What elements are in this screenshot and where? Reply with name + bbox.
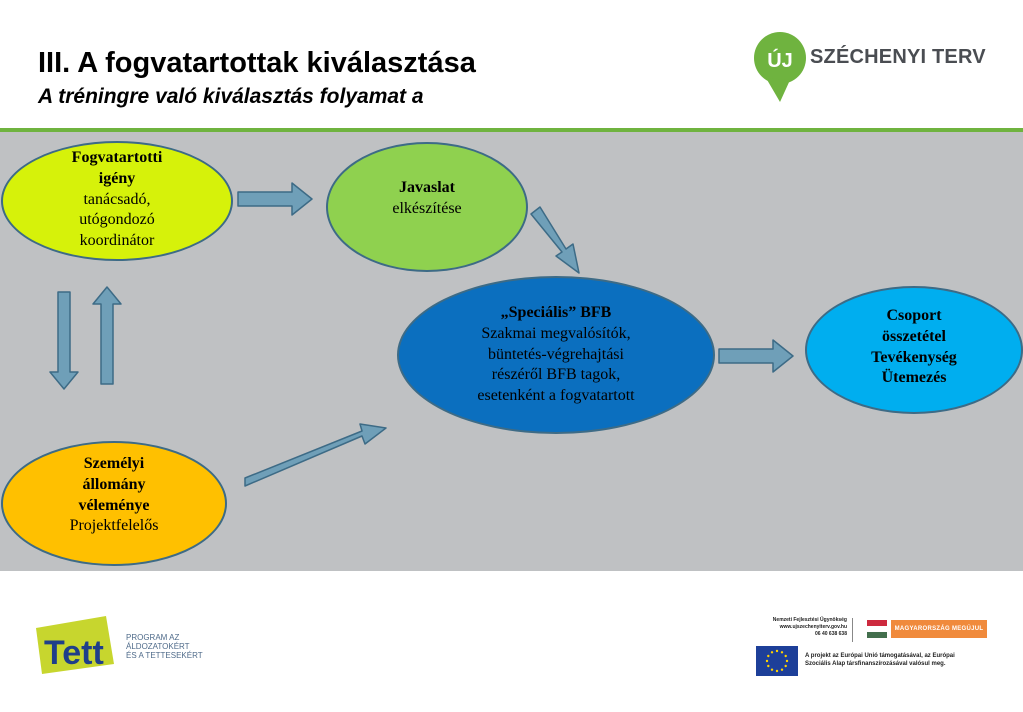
arrow-javaslat-to-bfb	[531, 207, 579, 273]
eu-line: A projekt az Európai Unió támogatásával, az Európai	[805, 653, 955, 659]
arrow-szemelyi-to-igeny	[93, 287, 121, 384]
node-line: esetenként a fogvatartott	[477, 387, 635, 405]
arrow-bfb-to-csoport	[719, 340, 793, 372]
agency-line: 06 40 638 638	[815, 631, 847, 637]
node-line: Javaslat	[399, 179, 455, 196]
node-line: Projektfelelős	[69, 517, 159, 535]
eu-support-text	[805, 652, 990, 668]
node-specialis-bfb	[397, 276, 715, 434]
tett-line: ÉS A TETTESEKÉRT	[126, 651, 203, 660]
node-line: Szakmai megvalósítók,	[481, 324, 631, 342]
node-line: Tevékenység	[871, 348, 957, 366]
node-line: igény	[98, 169, 136, 187]
node-line: büntetés-végrehajtási	[488, 345, 624, 363]
node-line: „Speciális” BFB	[500, 304, 612, 321]
eu-line: Szociális Alap társfinanszírozásával valósul meg.	[805, 661, 946, 667]
government-logos	[755, 612, 995, 682]
node-line: állomány	[82, 475, 146, 493]
tett-wordmark: Tett	[44, 634, 104, 672]
tett-logo	[36, 614, 206, 676]
agency-line: Nemzeti Fejlesztési Ügynökség	[772, 617, 847, 623]
arrow-szemelyi-to-bfb	[245, 424, 386, 486]
agency-text	[755, 617, 847, 638]
node-line: Csoport	[886, 307, 942, 324]
node-javaslat	[326, 142, 528, 272]
eu-flag-icon	[756, 646, 798, 676]
slide-subtitle: A tréningre való kiválasztás folyamat a	[38, 85, 424, 108]
node-szemelyi-allomany	[1, 441, 227, 566]
tett-line: PROGRAM AZ	[126, 633, 180, 642]
node-csoport	[805, 286, 1023, 414]
slogan-badge: MAGYARORSZÁG MEGÚJUL	[891, 620, 987, 638]
node-line: Ütemezés	[881, 369, 947, 387]
slide-title: III. A fogvatartottak kiválasztása	[38, 47, 476, 79]
node-line: összetétel	[882, 327, 946, 345]
tett-line: ÁLDOZATOKÉRT	[126, 642, 190, 651]
node-line: Fogvatartotti	[71, 149, 163, 166]
node-fogvatartotti-igeny	[1, 141, 233, 261]
node-line: Személyi	[83, 455, 145, 472]
node-line: koordinátor	[79, 232, 155, 250]
arrow-igeny-to-szemelyi	[50, 292, 78, 389]
node-line: véleménye	[78, 496, 150, 514]
logo-badge-text: ÚJ	[767, 50, 793, 72]
node-line: elkészítése	[392, 199, 462, 217]
tett-wordmark-icon	[36, 614, 126, 676]
logo-brand-text: SZÉCHENYI TERV	[810, 46, 986, 68]
node-line: részéről BFB tagok,	[491, 366, 621, 384]
node-line: utógondozó	[79, 211, 155, 229]
tett-program-text	[126, 633, 203, 660]
agency-line: www.ujszechenyiterv.gov.hu	[779, 624, 847, 630]
arrow-igeny-to-javaslat	[238, 183, 312, 215]
hungarian-flag-icon	[867, 620, 887, 638]
logo-separator	[852, 618, 853, 642]
node-line: tanácsadó,	[83, 190, 151, 208]
